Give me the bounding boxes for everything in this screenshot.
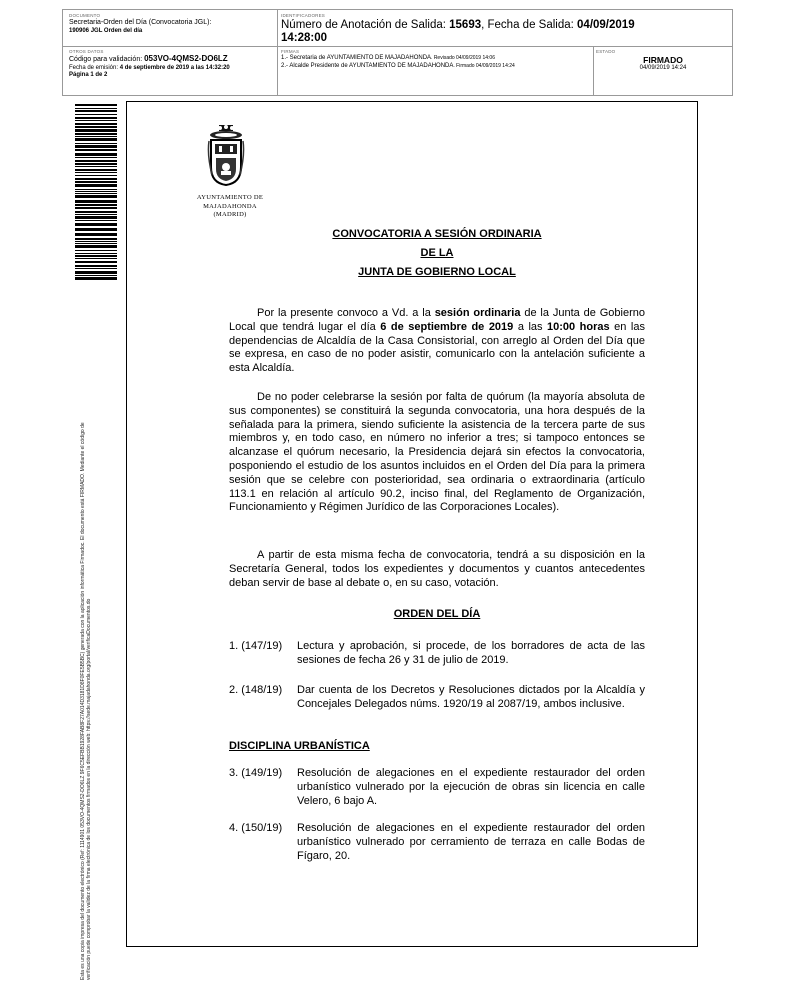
barcode-bar: [75, 265, 117, 267]
paragraph-1: Por la presente convoco a Vd. a la sesión ordinaria de la Junta de Gobierno Local que tendrá lugar el día 6 de septiembre de 2019 a las 10:00 horas en las dependencias de Alcaldía de la Casa Consistorial, con arreglo al Orden del Día que se expresa, en caso de no poder asistir, comunicarlo con la antelación suficiente a esta Alcaldía.: [229, 307, 645, 375]
agenda-item: 3. (149/19) Resolución de alegaciones en el expediente restaurador del orden urbanístico vulnerado por la ejecución de obras sin licencia en calle Velero, 6 bajo A.: [229, 767, 645, 807]
firma-2: 2.- Alcalde Presidente de AYUNTAMIENTO DE MAJADAHONDA. Firmado 04/09/2019 14:24: [281, 62, 515, 69]
salida-hora: 14:28:00: [281, 32, 328, 44]
barcode-bar: [75, 143, 117, 144]
emision-line: Fecha de emisión: 4 de septiembre de 2019 a las 14:32:20: [69, 64, 230, 71]
barcode-bar: [75, 129, 117, 132]
barcode-bar: [75, 245, 117, 248]
documento-cell: [69, 13, 274, 35]
firmas-label: FIRMAS: [281, 49, 300, 54]
doc-title-line-1: CONVOCATORIA A SESIÓN ORDINARIA: [332, 228, 542, 240]
agenda-item: 2. (148/19) Dar cuenta de los Decretos y Resoluciones dictados por la Alcaldía y Concejales Delegados núms. 1920/19 al 2087/19, ambos inclusive.: [229, 684, 645, 710]
otros-label: OTROS DATOS: [69, 49, 104, 54]
coat-of-arms-icon: [207, 125, 245, 187]
agenda-item: 1. (147/19) Lectura y aprobación, si procede, de los borradores de acta de las sesiones de fecha 26 y 31 de julio de 2019.: [229, 640, 645, 666]
barcode-bar: [75, 211, 117, 213]
paragraph-2: De no poder celebrarse la sesión por falta de quórum (la mayoría absoluta de sus componentes) se constituirá la segunda convocatoria, una hora después de la señalada para la primera, siendo suficiente la asistencia de la tercera parte de sus miembros y, en todo caso, en número no inferior a tres; si tampoco entonces se alcanzase el quórum necesario, la Presidencia dejará sin efectos la convocatoria, posponiendo el estudio de los asuntos incluidos en el Orden del Día para la primera sesión que se celebre con posterioridad, sea ordinaria o extraordinaria (artículo 113.1 en relación al artículo 90.2, inciso final, del Reglamento de Organización, Funcionamiento y Régimen Jurídico de las Corporaciones Locales).: [229, 391, 645, 514]
documento-name: Secretaria-Orden del Día (Convocatoria JGL):: [69, 19, 212, 26]
barcode-bar: [75, 261, 117, 263]
barcode-bar: [75, 163, 117, 165]
side-verification-text: [80, 300, 92, 980]
firma-1: 1.- Secretaria de AYUNTAMIENTO DE MAJADAHONDA. Revisado 04/09/2019 14:06: [281, 55, 495, 61]
barcode-bar: [75, 258, 117, 259]
barcode-bar: [75, 178, 117, 180]
barcode-bar: [75, 149, 117, 151]
barcode-bar: [75, 204, 117, 206]
barcode-bar: [75, 133, 117, 135]
barcode-bar: [75, 136, 117, 137]
disciplina-urbanistica-heading: DISCIPLINA URBANÍSTICA: [229, 740, 370, 752]
barcode-bar: [75, 184, 117, 187]
barcode-bar: [75, 172, 117, 173]
side-text-line-2: verificación puede comprobar la validez de la firma electrónica de los documentos firmados en la dirección web: https://sede.majadahonda.org/portal/verificaDocumentos.do: [86, 598, 92, 980]
documento-subtitle: 190906 JGL Orden del día: [69, 27, 143, 34]
barcode-bar: [75, 166, 117, 167]
municipality-name: AYUNTAMIENTO DE MAJADAHONDA (MADRID): [196, 194, 264, 218]
barcode-bar: [75, 138, 117, 141]
doc-title-line-3: JUNTA DE GOBIERNO LOCAL: [358, 266, 516, 278]
estado-status: FIRMADO: [643, 55, 683, 65]
barcode-bar: [75, 153, 117, 156]
salida-line: Número de Anotación de Salida: 15693, Fecha de Salida: 04/09/2019: [281, 19, 635, 31]
barcode-bar: [75, 233, 117, 236]
identificadores-cell: [281, 13, 729, 45]
barcode-bar: [75, 189, 117, 190]
page-indicator: Página 1 de 2: [69, 72, 108, 78]
barcode-bar: [75, 110, 117, 112]
barcode-bar: [75, 216, 117, 219]
barcode-bar: [75, 220, 117, 221]
agenda-item: 4. (150/19) Resolución de alegaciones en el expediente restaurador del orden urbanístico vulnerado por cerramiento de terraza en calle Bodas de Fígaro, 20.: [229, 822, 645, 862]
barcode-bar: [75, 193, 117, 194]
side-text-line-1: Esta es una copia impresa del documento electrónico (Ref: 1114901 053VO-4QMS2-DO6LZ 9F6C5EFBB1928FAB8F27A014D3181D8F0FE5B5BC) generada con la aplicación informática Firmadoc. El documento está FIRMADO. Mediante el código de: [80, 422, 86, 980]
barcode-bar: [75, 117, 117, 119]
barcode-bar: [75, 268, 117, 269]
barcode-bar: [75, 157, 117, 158]
barcode-bar: [75, 200, 117, 203]
barcode-bar: [75, 241, 117, 242]
barcode-bar: [75, 160, 117, 162]
estado-date: 04/09/2019 14:24: [639, 65, 687, 71]
firmas-cell: [281, 49, 591, 70]
documento-label: DOCUMENTO: [69, 13, 101, 18]
barcode-bar: [75, 114, 117, 115]
barcode-bar: [75, 255, 117, 257]
identificadores-label: IDENTIFICADORES: [281, 13, 326, 18]
barcode-bar: [75, 214, 117, 215]
barcode-bar: [75, 250, 117, 251]
paragraph-3: A partir de esta misma fecha de convocatoria, tendrá a su disposición en la Secretaría General, todos los expedientes y documentos y cuantos antecedentes deban servir de base al debate o, en su caso, votación.: [229, 549, 645, 589]
barcode-bar: [75, 243, 117, 244]
orden-del-dia-heading: ORDEN DEL DÍA: [393, 608, 481, 620]
barcode-bar: [75, 271, 117, 274]
barcode-bar: [75, 104, 117, 106]
barcode-bar: [75, 181, 117, 183]
barcode-bar: [75, 145, 117, 148]
barcode: [75, 104, 117, 282]
doc-title-line-2: DE LA: [420, 247, 454, 259]
barcode-bar: [75, 277, 117, 280]
barcode-bar: [75, 253, 117, 254]
barcode-bar: [75, 120, 117, 121]
barcode-bar: [75, 238, 117, 240]
barcode-bar: [75, 123, 117, 125]
barcode-bar: [75, 275, 117, 276]
barcode-bar: [75, 195, 117, 198]
estado-cell: [596, 49, 730, 73]
otros-datos-cell: [69, 49, 274, 80]
barcode-bar: [75, 175, 117, 176]
estado-label: ESTADO: [596, 49, 616, 54]
barcode-bar: [75, 223, 117, 226]
barcode-bar: [75, 191, 117, 193]
codigo-line: Código para validación: 053VO-4QMS2-DO6LZ: [69, 54, 228, 63]
barcode-bar: [75, 108, 117, 109]
barcode-bar: [75, 228, 117, 231]
barcode-bar: [75, 207, 117, 209]
barcode-bar: [75, 169, 117, 171]
barcode-bar: [75, 126, 117, 128]
signature-header: [62, 9, 733, 96]
